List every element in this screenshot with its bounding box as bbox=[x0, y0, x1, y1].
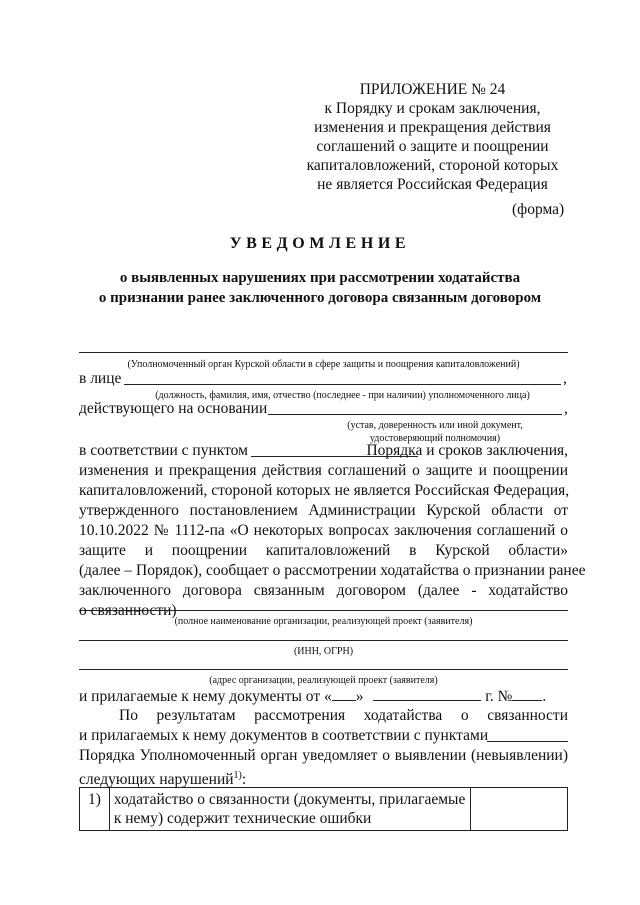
month-year-field[interactable] bbox=[373, 686, 481, 701]
day-field[interactable] bbox=[332, 686, 356, 701]
subheading-line: о признании ранее заключенного договора связанным договором bbox=[98, 290, 542, 306]
violation-number-text: 1) bbox=[87, 791, 101, 808]
table-row bbox=[80, 788, 568, 831]
basis-label: действующего на основании bbox=[79, 400, 268, 417]
body-line: заключенного договора связанным договором (далее - ходатайство bbox=[79, 582, 568, 599]
document-number-field[interactable] bbox=[512, 686, 542, 701]
body-paragraph bbox=[79, 461, 586, 621]
result-paragraph bbox=[79, 706, 568, 790]
document-subheading bbox=[0, 268, 640, 308]
applicant-name-line[interactable] bbox=[79, 610, 568, 611]
violations-table bbox=[79, 787, 568, 831]
inn-ogrn-line[interactable] bbox=[79, 640, 568, 641]
year-number-text: г. № bbox=[485, 688, 513, 705]
inn-ogrn-caption: (ИНН, ОГРН) bbox=[293, 646, 354, 657]
address-line[interactable] bbox=[79, 669, 568, 670]
documents-text: и прилагаемые к нему документы от « bbox=[79, 688, 332, 705]
appendix-line: изменения и прекращения действия bbox=[314, 119, 551, 136]
subheading-line: о выявленных нарушениях при рассмотрении ходатайства bbox=[119, 270, 521, 286]
body-line: (далее – Порядок), сообщает о рассмотрении ходатайства о признании ранее bbox=[79, 562, 586, 579]
appendix-line: не является Российская Федерация bbox=[317, 176, 548, 193]
violation-text-line: ходатайство о связанности (документы, прилагаемые bbox=[113, 791, 466, 808]
body-line1-end: Порядка и сроков заключения, bbox=[366, 442, 568, 459]
result-line-4-colon: : bbox=[241, 771, 247, 789]
violation-text bbox=[109, 788, 470, 831]
body-line: утвержденного постановлением Администрации Курской области от bbox=[79, 502, 568, 519]
person-label: в лице bbox=[79, 370, 122, 387]
form-label: (форма) bbox=[512, 201, 565, 218]
address-caption: (адрес организации, реализующей проект (заявителя) bbox=[209, 675, 438, 686]
person-comma: , bbox=[563, 370, 567, 387]
result-line-2-text: и прилагаемых к нему документов в соответствии с пунктами bbox=[79, 727, 489, 744]
result-line: Порядка Уполномоченный орган уведомляет о выявлении (невыявлении) bbox=[79, 747, 568, 764]
appendix-block bbox=[300, 80, 565, 194]
body-line1-start: в соответствии с пунктом bbox=[79, 442, 248, 459]
document-heading: УВЕДОМЛЕНИЕ bbox=[229, 235, 411, 252]
person-caption: (должность, фамилия, имя, отчество (последнее - при наличии) уполномоченного лица) bbox=[155, 390, 530, 401]
result-line: По результатам рассмотрения ходатайства о связанности bbox=[119, 707, 568, 724]
documents-period: . bbox=[542, 688, 547, 705]
basis-caption-line: удостоверяющий полномочия) bbox=[369, 433, 501, 444]
applicant-name-caption: (полное наименование организации, реализующей проект (заявителя) bbox=[174, 616, 473, 627]
person-field-line[interactable] bbox=[124, 384, 561, 385]
footnote-mark: 1) bbox=[233, 770, 242, 781]
quote-close: » bbox=[355, 688, 364, 705]
result-line-2 bbox=[79, 726, 568, 746]
clauses-field[interactable] bbox=[487, 741, 568, 742]
appendix-line: капиталовложений, стороной которых bbox=[306, 157, 559, 174]
body-line: 10.10.2022 № 1112-па «О некоторых вопросах заключения соглашений о bbox=[79, 522, 568, 539]
appendix-title: ПРИЛОЖЕНИЕ № 24 bbox=[359, 81, 506, 98]
violation-number bbox=[80, 788, 110, 831]
documents-line bbox=[79, 686, 568, 706]
body-line: защите и поощрении капиталовложений в Курской области» bbox=[79, 542, 568, 559]
violation-mark-cell[interactable] bbox=[471, 788, 568, 831]
basis-comma: , bbox=[564, 400, 568, 417]
authority-field-line[interactable] bbox=[79, 352, 568, 353]
body-line: изменения и прекращения действия соглашений о защите и поощрении bbox=[79, 462, 568, 479]
body-line: капиталовложений, стороной которых не является Российская Федерация, bbox=[79, 482, 570, 499]
authority-caption: (Уполномоченный орган Курской области в сфере защиты и поощрения капиталовложений) bbox=[127, 359, 520, 370]
body-line: о связанности) bbox=[79, 602, 177, 619]
violation-text-line: к нему) содержит технические ошибки bbox=[113, 810, 372, 827]
appendix-line: к Порядку и срокам заключения, bbox=[324, 100, 541, 117]
body-line-1 bbox=[79, 441, 568, 461]
basis-caption-line: (устав, доверенность или иной документ, bbox=[347, 420, 523, 431]
appendix-line: соглашений о защите и поощрении bbox=[316, 138, 549, 155]
result-line-4-text: следующих нарушений bbox=[79, 771, 234, 789]
basis-field-line[interactable] bbox=[268, 414, 562, 415]
